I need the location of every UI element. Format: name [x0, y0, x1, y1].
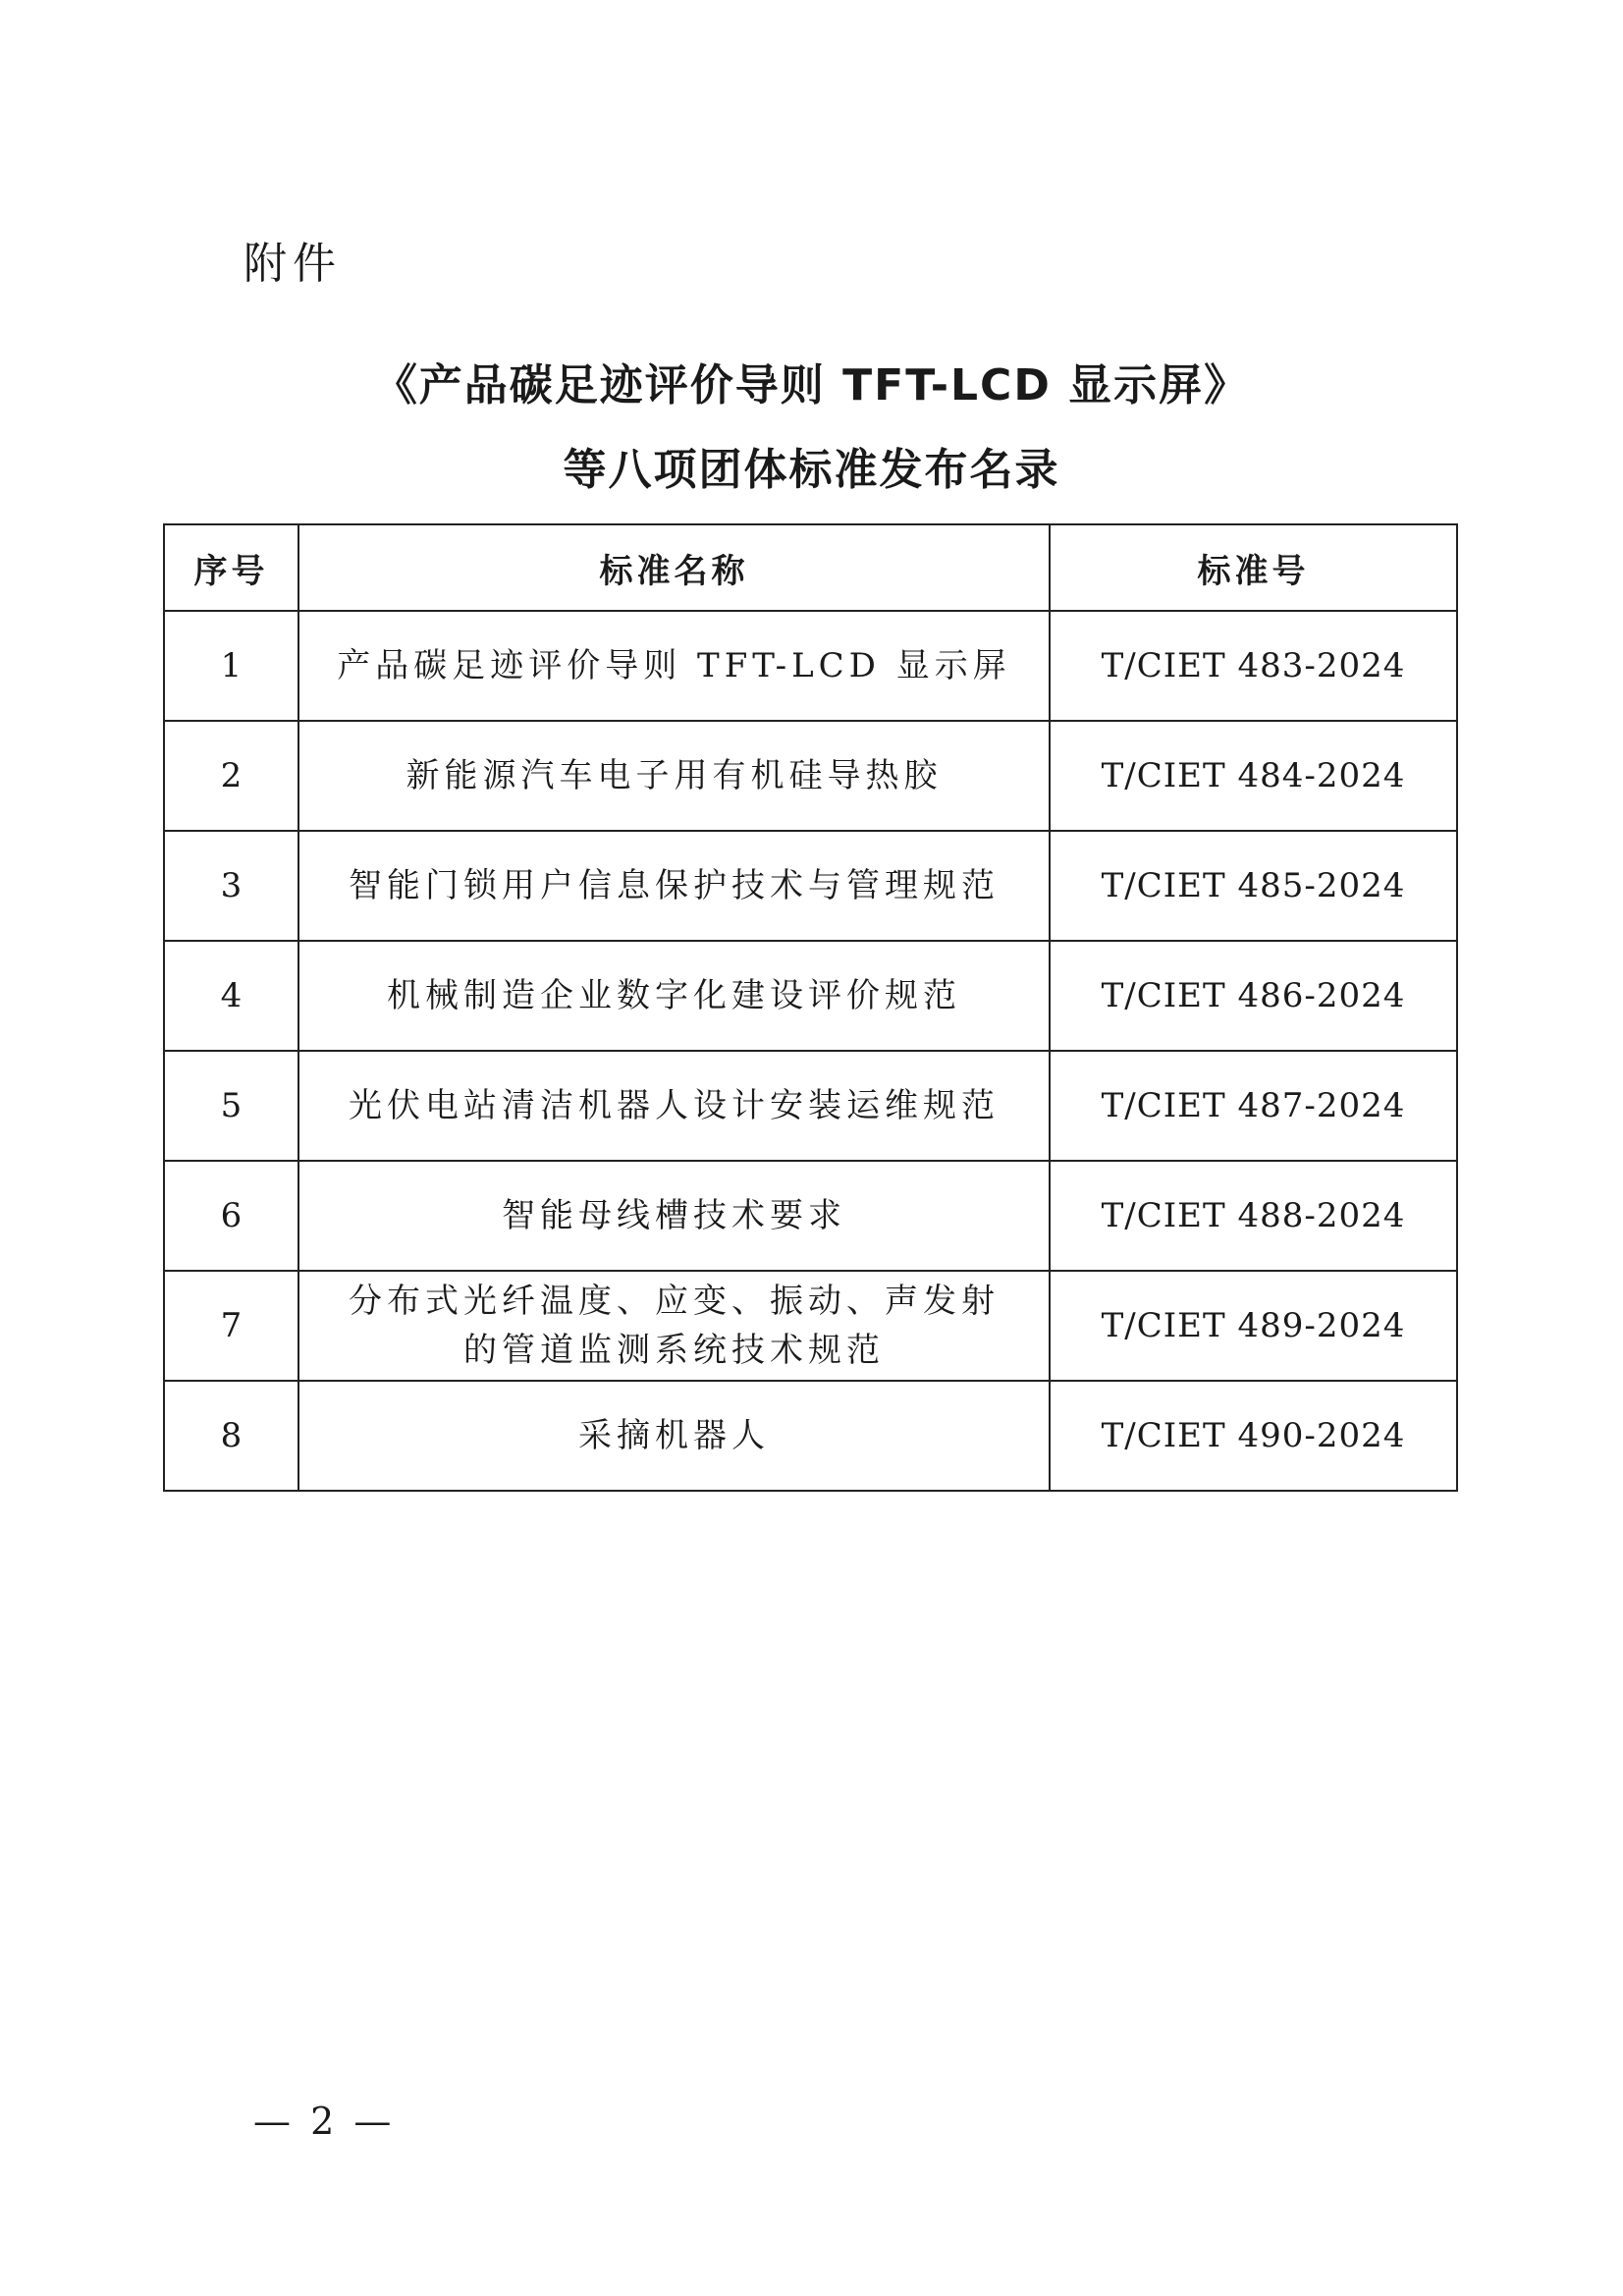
row-no: 4	[164, 941, 298, 1051]
row-no: 2	[164, 721, 298, 831]
row-name: 智能母线槽技术要求	[298, 1161, 1050, 1271]
table-row	[164, 831, 1457, 941]
row-name: 新能源汽车电子用有机硅导热胶	[298, 721, 1050, 831]
row-code: T/CIET 485-2024	[1050, 831, 1457, 941]
header-name: 标准名称	[298, 524, 1050, 611]
row-name: 机械制造企业数字化建设评价规范	[298, 941, 1050, 1051]
row-code: T/CIET 486-2024	[1050, 941, 1457, 1051]
row-name: 智能门锁用户信息保护技术与管理规范	[298, 831, 1050, 941]
row-name: 光伏电站清洁机器人设计安装运维规范	[298, 1051, 1050, 1161]
standards-table	[163, 523, 1458, 1492]
header-no: 序号	[164, 524, 298, 611]
row-no: 6	[164, 1161, 298, 1271]
row-code: T/CIET 484-2024	[1050, 721, 1457, 831]
table-row	[164, 721, 1457, 831]
page-number: — 2 —	[253, 2100, 396, 2143]
row-name: 分布式光纤温度、应变、振动、声发射的管道监测系统技术规范	[298, 1271, 1050, 1381]
header-code: 标准号	[1050, 524, 1457, 611]
table-row	[164, 611, 1457, 721]
row-code: T/CIET 490-2024	[1050, 1381, 1457, 1491]
document-title-line1: 《产品碳足迹评价导则 TFT-LCD 显示屏》	[373, 360, 1250, 410]
row-code: T/CIET 487-2024	[1050, 1051, 1457, 1161]
row-code: T/CIET 483-2024	[1050, 611, 1457, 721]
row-no: 1	[164, 611, 298, 721]
row-no: 5	[164, 1051, 298, 1161]
attachment-label: 附件	[243, 239, 342, 289]
table-row	[164, 941, 1457, 1051]
row-code: T/CIET 488-2024	[1050, 1161, 1457, 1271]
row-no: 3	[164, 831, 298, 941]
row-name: 产品碳足迹评价导则 TFT-LCD 显示屏	[298, 611, 1050, 721]
row-code: T/CIET 489-2024	[1050, 1271, 1457, 1381]
table-row	[164, 1381, 1457, 1491]
table-row	[164, 1271, 1457, 1381]
document-title-line2: 等八项团体标准发布名录	[563, 445, 1060, 495]
table-header-row	[164, 524, 1457, 611]
row-name: 采摘机器人	[298, 1381, 1050, 1491]
row-no: 7	[164, 1271, 298, 1381]
table-row	[164, 1161, 1457, 1271]
row-no: 8	[164, 1381, 298, 1491]
table-row	[164, 1051, 1457, 1161]
